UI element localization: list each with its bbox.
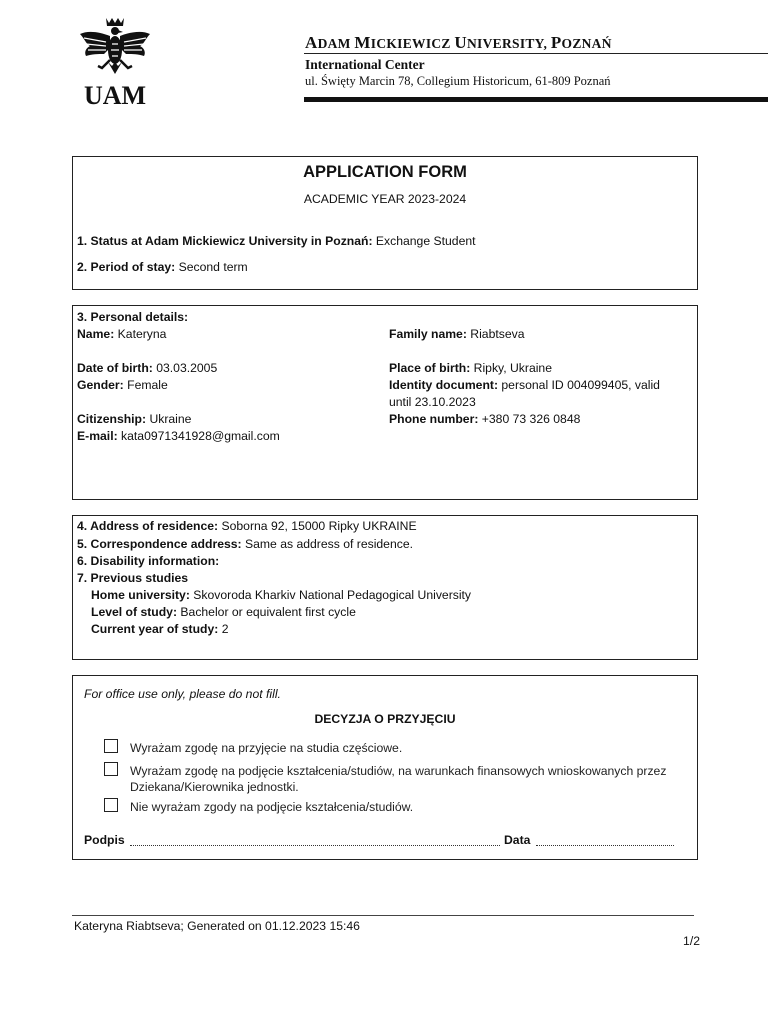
- phone-label: Phone number:: [389, 412, 479, 426]
- phone-value: +380 73 326 0848: [481, 412, 581, 426]
- citizenship-row: [77, 411, 191, 428]
- center-name: International Center: [305, 57, 425, 72]
- form-title: APPLICATION FORM: [303, 163, 467, 181]
- home-university-label: Home university:: [91, 588, 190, 602]
- dob-label: Date of birth:: [77, 361, 153, 375]
- period-label: 2. Period of stay:: [77, 260, 176, 274]
- option3-label: Nie wyrażam zgody na podjęcie kształcenia/studiów.: [130, 800, 414, 814]
- date-field[interactable]: [536, 844, 674, 846]
- correspondence-label: 5. Correspondence address:: [77, 537, 242, 551]
- disability-label: 6. Disability information:: [77, 554, 220, 568]
- name-label: Name:: [77, 327, 115, 341]
- personal-section-label: 3. Personal details:: [77, 310, 189, 324]
- option2-line1: Wyrażam zgodę na podjęcie kształcenia/studiów, na warunkach finansowych wnioskowanych przez: [130, 764, 667, 778]
- email-value: kata0971341928@gmail.com: [121, 429, 280, 443]
- option1-label: Wyrażam zgodę na przyjęcie na studia częściowe.: [130, 741, 403, 755]
- status-row: [77, 233, 476, 250]
- correspondence-row: [77, 536, 413, 553]
- study-year-value: 2: [221, 622, 229, 636]
- status-value: Exchange Student: [375, 234, 476, 248]
- option2-line2: Dziekana/Kierownika jednostki.: [130, 780, 299, 794]
- office-note: For office use only, please do not fill.: [84, 687, 281, 701]
- gender-label: Gender:: [77, 378, 124, 392]
- academic-year: ACADEMIC YEAR 2023-2024: [303, 192, 467, 206]
- university-logo: [76, 14, 154, 106]
- phone-row: [389, 411, 580, 428]
- level-value: Bachelor or equivalent first cycle: [180, 605, 356, 619]
- disability-row: [77, 553, 219, 570]
- study-year-row: [91, 621, 229, 638]
- home-university-value: Skovoroda Kharkiv National Pedagogical University: [193, 588, 472, 602]
- identity-row: [389, 377, 660, 394]
- signature-label: Podpis: [84, 833, 125, 847]
- personal-details-box: [72, 305, 698, 500]
- form-header-box: [72, 156, 698, 290]
- date-label: Data: [504, 833, 531, 847]
- option3-checkbox[interactable]: [104, 798, 118, 812]
- header-thick-rule: [304, 97, 768, 102]
- residence-row: [77, 518, 417, 535]
- level-row: [91, 604, 356, 621]
- level-label: Level of study:: [91, 605, 178, 619]
- status-label: 1. Status at Adam Mickiewicz University in Poznań:: [77, 234, 373, 248]
- identity-value: personal ID 004099405, valid: [501, 378, 660, 392]
- dob-value: 03.03.2005: [156, 361, 218, 375]
- address-studies-box: [72, 515, 698, 660]
- name-value: Kateryna: [117, 327, 167, 341]
- study-year-label: Current year of study:: [91, 622, 219, 636]
- option2-label: [130, 763, 666, 795]
- pob-label: Place of birth:: [389, 361, 471, 375]
- email-row: [77, 428, 280, 445]
- previous-studies-label: 7. Previous studies: [77, 571, 189, 585]
- family-name-value: Riabtseva: [470, 327, 525, 341]
- uam-eagle-logo-icon: [76, 14, 154, 106]
- citizenship-value: Ukraine: [149, 412, 192, 426]
- signature-field[interactable]: [130, 844, 500, 846]
- gender-row: [77, 377, 168, 394]
- university-name: ADAM MICKIEWICZ UNIVERSITY, POZNAŃ: [305, 33, 612, 52]
- office-use-box: [72, 675, 698, 860]
- center-address: ul. Święty Marcin 78, Collegium Historicum, 61-809 Poznań: [305, 74, 611, 88]
- residence-label: 4. Address of residence:: [77, 519, 219, 533]
- identity-label: Identity document:: [389, 378, 499, 392]
- family-name-row: [389, 326, 525, 343]
- logo-text: UAM: [83, 81, 147, 106]
- family-name-label: Family name:: [389, 327, 467, 341]
- page-number: 1/2: [683, 934, 700, 948]
- email-label: E-mail:: [77, 429, 118, 443]
- citizenship-label: Citizenship:: [77, 412, 147, 426]
- footer-rule: [72, 915, 694, 916]
- option1-checkbox[interactable]: [104, 739, 118, 753]
- home-university-row: [91, 587, 471, 604]
- header-thin-rule: [304, 53, 768, 54]
- name-row: [77, 326, 166, 343]
- previous-studies-row: [77, 570, 188, 587]
- residence-value: Soborna 92, 15000 Ripky UKRAINE: [221, 519, 417, 533]
- period-row: [77, 259, 248, 276]
- option2-checkbox[interactable]: [104, 762, 118, 776]
- pob-row: [389, 360, 552, 377]
- pob-value: Ripky, Ukraine: [473, 361, 552, 375]
- dob-row: [77, 360, 217, 377]
- period-value: Second term: [178, 260, 248, 274]
- correspondence-value: Same as address of residence.: [244, 537, 413, 551]
- footer-generated-text: Kateryna Riabtseva; Generated on 01.12.2023 15:46: [74, 919, 360, 933]
- identity-value-cont: until 23.10.2023: [389, 395, 476, 409]
- decision-title: DECYZJA O PRZYJĘCIU: [314, 712, 456, 726]
- gender-value: Female: [127, 378, 168, 392]
